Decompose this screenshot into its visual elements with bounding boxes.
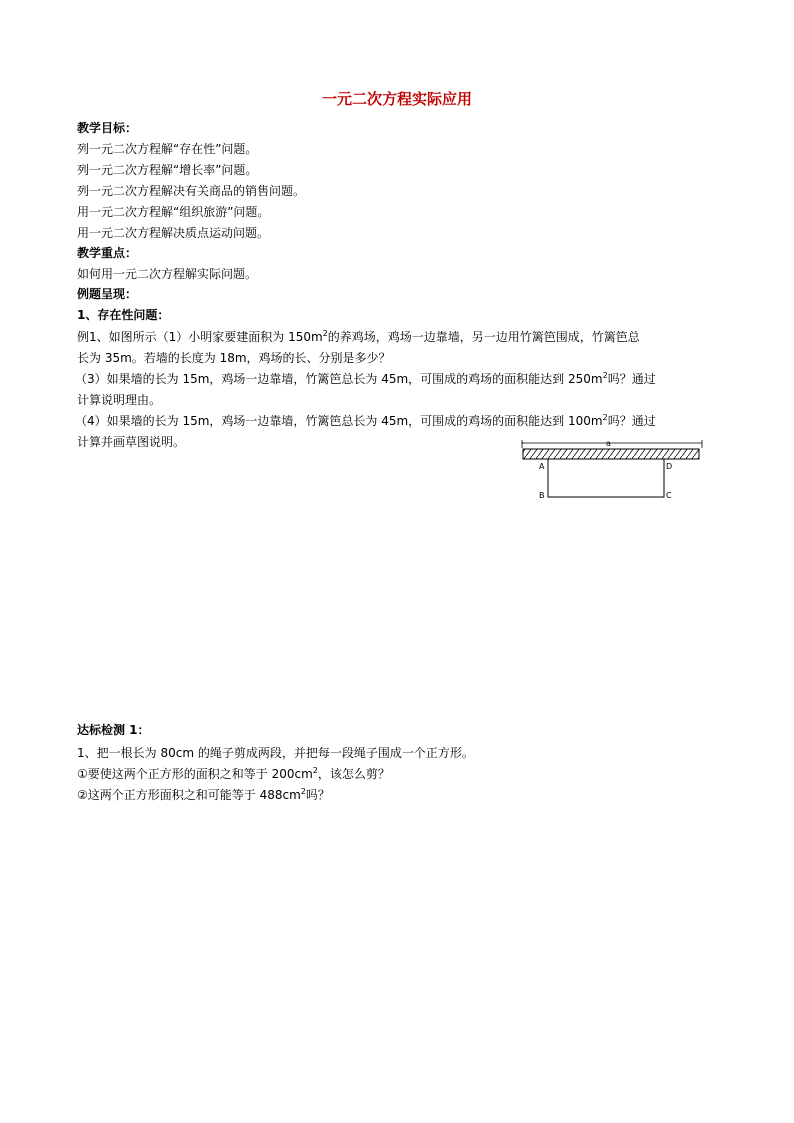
superscript: 2 [602,371,608,380]
chicken-farm-diagram [520,440,710,505]
examples-heading: 例题呈现： [77,287,138,301]
key-points-text: 如何用一元二次方程解实际问题。 [77,267,258,281]
example1-q4-a: （4）如果墙的长为 15m，鸡场一边靠墙，竹篱笆总长为 45m，可围成的鸡场的面积能达到 100m [75,414,603,428]
superscript: 2 [602,413,608,422]
wall-label: a [606,440,611,448]
superscript: 2 [300,787,306,796]
corner-label-b: B [539,491,545,500]
objective-item: 列一元二次方程解“增长率”问题。 [77,163,258,177]
check-q1b-b: 吗？ [305,788,330,802]
check-heading: 达标检测 1： [77,723,150,737]
check-q1b-a: ②这两个正方形面积之和可能等于 488cm [77,788,301,802]
example1-line1-a: 例1、如图所示（1）小明家要建面积为 150m [77,330,323,344]
example1-q4-b: 吗？通过 [607,414,656,428]
wall-hatched [523,449,699,459]
superscript: 2 [312,766,318,775]
corner-label-a: A [539,462,545,471]
check-q1a-b: ，该怎么剪？ [317,767,390,781]
check-q1: 1、把一根长为 80cm 的绳子剪成两段，并把每一段绳子围成一个正方形。 [77,746,474,760]
example1-line2: 长为 35m。若墙的长度为 18m，鸡场的长、分别是多少？ [77,351,391,365]
page-title: 一元二次方程实际应用 [321,90,472,108]
check-q1a [77,766,390,782]
check-q1b [77,787,330,803]
example1-q4 [75,413,656,429]
objectives-heading: 教学目标： [77,121,138,135]
example1-line1 [77,329,640,345]
corner-label-c: C [666,491,672,500]
corner-label-d: D [666,462,673,471]
key-points-heading: 教学重点： [77,246,138,260]
superscript: 2 [322,329,328,338]
objective-item: 用一元二次方程解“组织旅游”问题。 [77,205,270,219]
example1-q3-line2: 计算说明理由。 [77,393,162,407]
objective-item: 列一元二次方程解决有关商品的销售问题。 [77,184,306,198]
example1-q3-b: 吗？通过 [607,372,656,386]
example1-q3-a: （3）如果墙的长为 15m，鸡场一边靠墙，竹篱笆总长为 45m，可围成的鸡场的面积能达到 250m [75,372,603,386]
objective-item: 列一元二次方程解“存在性”问题。 [77,142,258,156]
example1-q4-line2: 计算并画草图说明。 [77,435,186,449]
section-existence-heading: 1、存在性问题： [77,308,170,322]
example1-line1-b: 的养鸡场，鸡场一边靠墙，另一边用竹篱笆围成，竹篱笆总 [327,330,640,344]
farm-rectangle [548,459,664,497]
example1-q3 [75,371,656,387]
check-q1a-a: ①要使这两个正方形的面积之和等于 200cm [77,767,313,781]
objective-item: 用一元二次方程解决质点运动问题。 [77,226,270,240]
